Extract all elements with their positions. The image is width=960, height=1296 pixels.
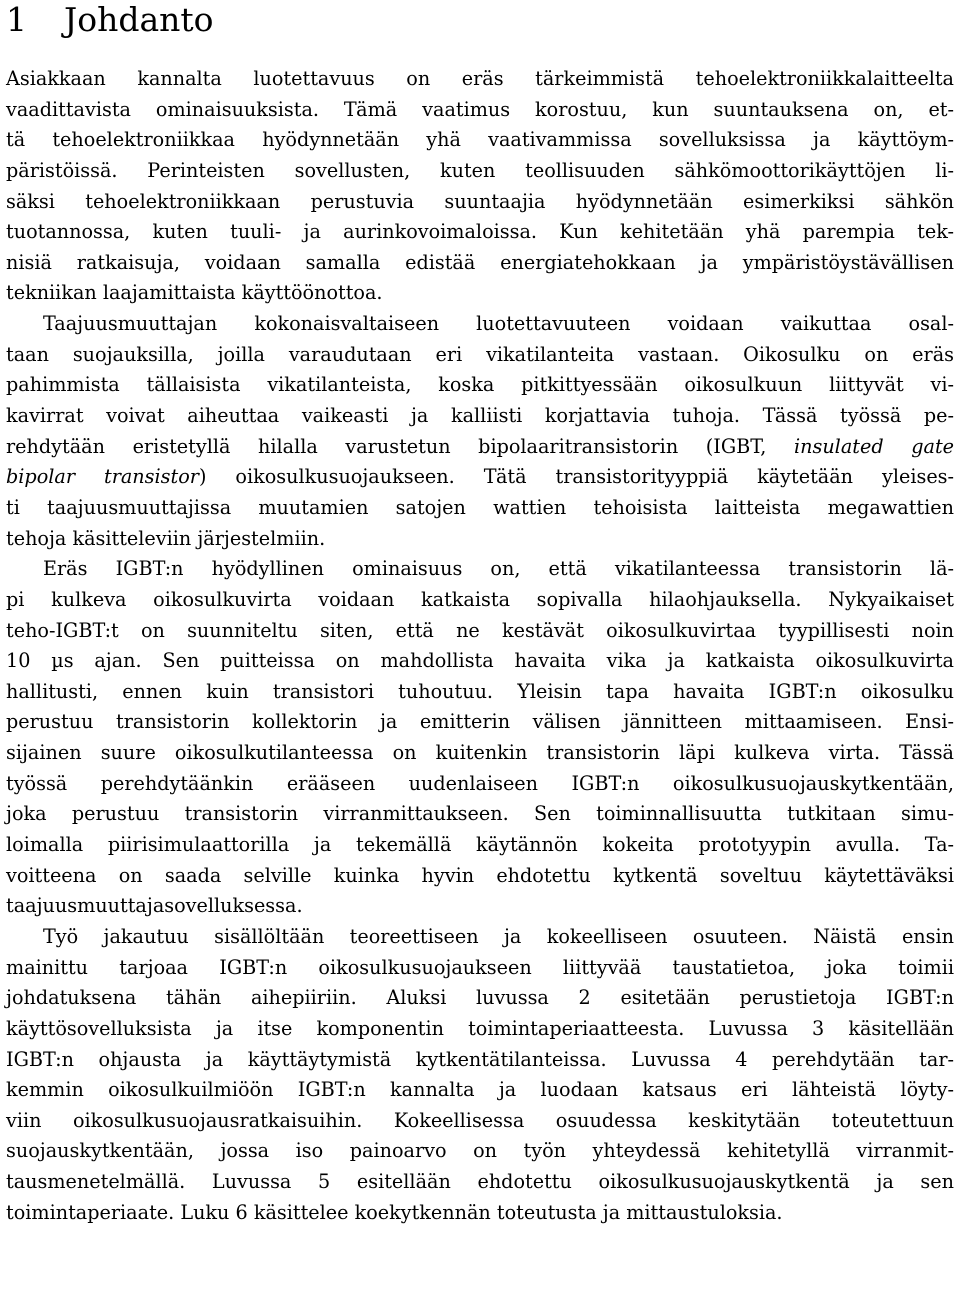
body-text (6, 64, 954, 1228)
text-line: hallitusti, ennen kuin transistori tuhoutuu. Yleisin tapa havaita IGBT:n oikosulku (6, 679, 954, 703)
text-line: mainittu tarjoaa IGBT:n oikosulkusuojaukseen liittyvää taustatietoa, joka toimii (6, 955, 954, 979)
italic-term: bipolar transistor (6, 465, 199, 489)
text-line: tehoja käsitteleviin järjestelmiin. (6, 526, 326, 550)
text-line: perustuu transistorin kollektorin ja emitterin välisen jännitteen mittaamiseen. Ensi- (6, 710, 954, 734)
text-line: nisiä ratkaisuja, voidaan samalla edistää energiatehokkaan ja ympäristöystävällisen (6, 250, 954, 274)
text-line-content: Taajuusmuuttajan kokonaisvaltaiseen luotettavuuteen voidaan vaikuttaa osal- (43, 312, 954, 336)
text-line: johdatuksena tähän aihepiiriin. Aluksi luvussa 2 esitetään perustietoja IGBT:n (6, 986, 954, 1010)
text-line: viin oikosulkusuojausratkaisuihin. Kokeellisessa osuudessa keskitytään toteutettuun (6, 1108, 954, 1132)
text-line (6, 432, 954, 463)
text-line: toimintaperiaate. Luku 6 käsittelee koekytkennän toteutusta ja mittaustuloksia. (6, 1200, 783, 1224)
text-line: 10 µs ajan. Sen puitteissa on mahdollista havaita vika ja katkaista oikosulkuvirta (6, 649, 954, 673)
text-line: voitteena on saada selville kuinka hyvin ehdotettu kytkentä soveltuu käytettäväksi (6, 863, 954, 887)
text-line: tausmenetelmällä. Luvussa 5 esitellään ehdotettu oikosulkusuojauskytkentä ja sen (6, 1170, 954, 1194)
text-line: IGBT:n ohjausta ja käyttäytymistä kytkentätilanteissa. Luvussa 4 perehdytään tar- (6, 1047, 954, 1071)
text-segment: ) oikosulkusuojaukseen. Tätä transistorityyppiä käytetään yleises- (198, 465, 955, 489)
text-line: sijainen suure oikosulkutilanteessa on kuitenkin transistorin läpi kulkeva virta. Tässä (6, 741, 954, 765)
section-title: Johdanto (64, 0, 214, 39)
text-line: kavirrat voivat aiheuttaa vaikeasti ja kalliisti korjattavia tuhoja. Tässä työssä pe- (6, 404, 954, 428)
text-line: pi kulkeva oikosulkuvirta voidaan katkaista sopivalla hilaohjauksella. Nykyaikaiset (6, 587, 954, 611)
paragraph-4 (6, 922, 954, 1228)
text-line: tä tehoelektroniikkaa hyödynnetään yhä vaativammissa sovelluksissa ja käyttöym- (6, 128, 954, 152)
text-line: taajuusmuuttajasovelluksessa. (6, 894, 303, 918)
text-line: työssä perehdytäänkin erääseen uudenlaiseen IGBT:n oikosulkusuojauskytkentään, (6, 771, 954, 795)
text-line: teho-IGBT:t on suunniteltu siten, että ne kestävät oikosulkuvirtaa tyypillisesti noin (6, 618, 954, 642)
text-line: kemmin oikosulkuilmiöön IGBT:n kannalta ja luodaan katsaus eri lähteistä löyty- (6, 1078, 954, 1102)
text-line: suojauskytkentään, jossa iso painoarvo on työn yhteydessä kehitetyllä virranmit- (6, 1139, 954, 1163)
paragraph-2 (6, 309, 954, 554)
text-line: ti taajuusmuuttajissa muutamien satojen wattien tehoisista laitteista megawattien (6, 495, 954, 519)
text-line: tuotannossa, kuten tuuli- ja aurinkovoimaloissa. Kun kehitetään yhä parempia tek- (6, 220, 954, 244)
paragraph-3 (6, 554, 954, 922)
text-line: loimalla piirisimulaattorilla ja tekemällä käytännön kokeita prototyypin avulla. Ta- (6, 833, 954, 857)
paragraph-1 (6, 64, 954, 309)
italic-term: insulated gate (793, 434, 955, 458)
text-segment: rehdytään eristetyllä hilalla varustetun bipolaaritransistorin (IGBT, (6, 434, 794, 458)
text-line: taan suojauksilla, joilla varaudutaan eri vikatilanteita vastaan. Oikosulku on eräs (6, 342, 954, 366)
text-line-content: Työ jakautuu sisällöltään teoreettiseen ja kokeelliseen osuuteen. Näistä ensin (43, 924, 954, 948)
text-line: Asiakkaan kannalta luotettavuus on eräs tärkeimmistä tehoelektroniikkalaitteelta (6, 67, 954, 90)
text-line: tekniikan laajamittaista käyttöönottoa. (6, 281, 383, 305)
text-line: joka perustuu transistorin virranmittaukseen. Sen toiminnallisuutta tutkitaan simu- (6, 802, 954, 826)
text-line: käyttösovelluksista ja itse komponentin toimintaperiaatteesta. Luvussa 3 käsitellään (6, 1016, 954, 1040)
text-line: pahimmista tällaisista vikatilanteista, koska pitkittyessään oikosulkuun liittyvät vi- (6, 373, 954, 397)
text-line (6, 554, 954, 585)
section-heading (6, 0, 214, 40)
text-line: vaadittavista ominaisuuksista. Tämä vaatimus korostuu, kun suuntauksena on, et- (6, 97, 954, 121)
text-line (6, 309, 954, 340)
text-line (6, 462, 954, 493)
text-line-content: Eräs IGBT:n hyödyllinen ominaisuus on, että vikatilanteessa transistorin lä- (43, 557, 954, 581)
section-number: 1 (6, 0, 27, 39)
text-line: päristöissä. Perinteisten sovellusten, kuten teollisuuden sähkömoottorikäyttöjen li- (6, 158, 954, 182)
text-line (6, 922, 954, 953)
text-line: säksi tehoelektroniikkaan perustuvia suuntaajia hyödynnetään esimerkiksi sähkön (6, 189, 954, 213)
